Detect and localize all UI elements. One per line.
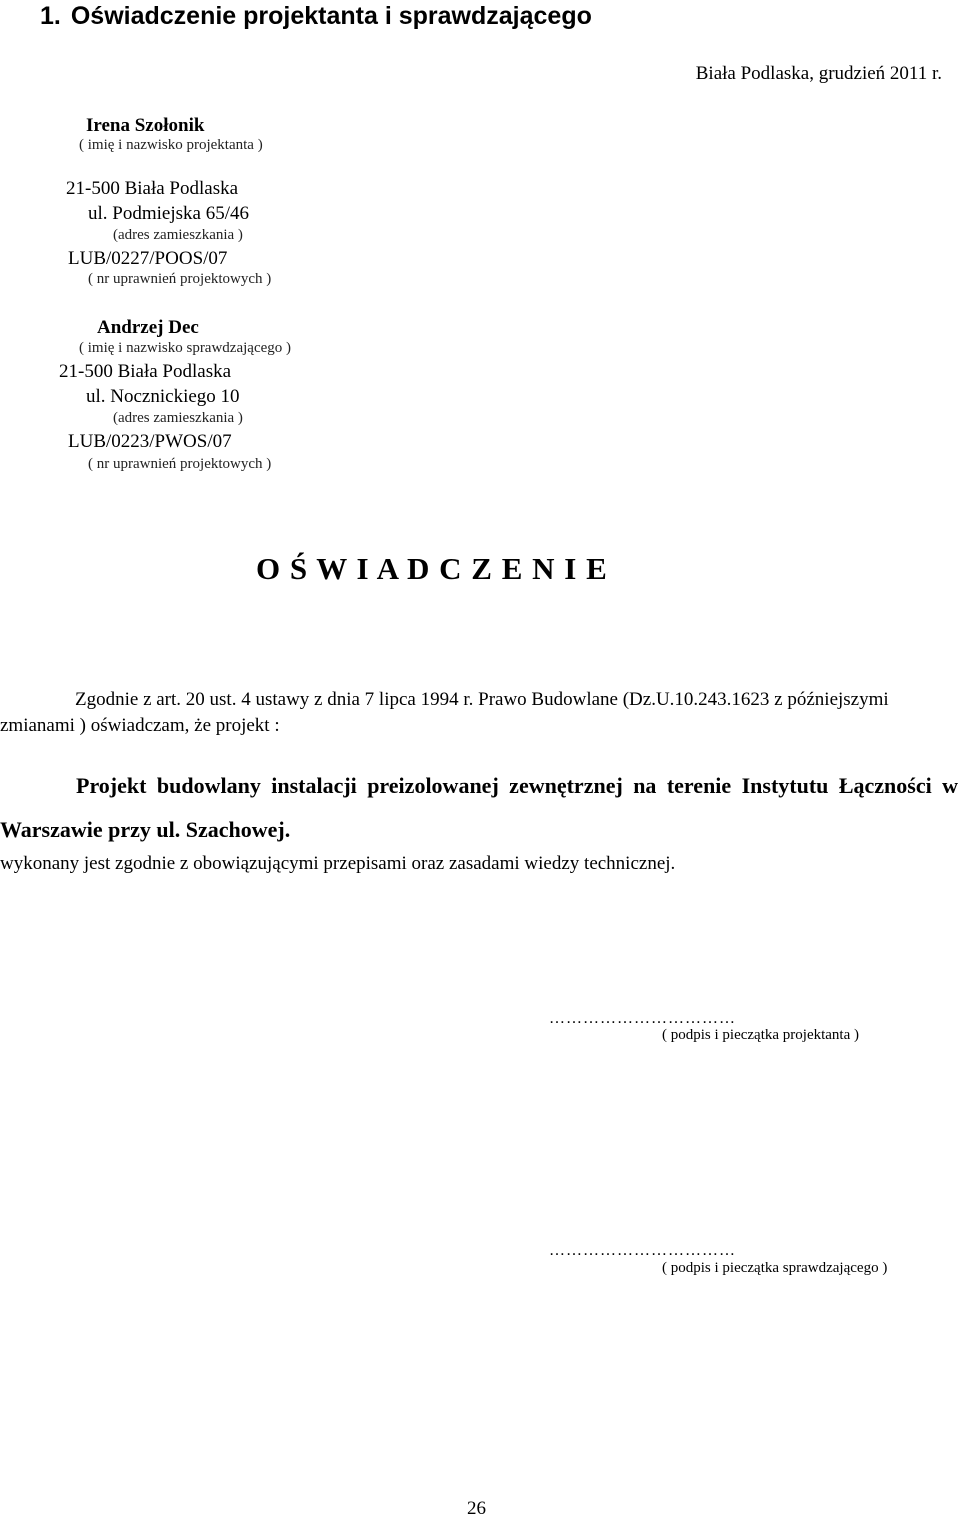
designer-address-line1: 21-500 Biała Podlaska [66,178,239,199]
page-number: 26 [467,1498,486,1519]
verifier-signature-caption: ( podpis i pieczątka sprawdzającego ) [662,1260,888,1276]
designer-address-caption: (adres zamieszkania ) [113,227,243,243]
designer-name: Irena Szołonik [86,115,205,136]
designer-license: LUB/0227/POOS/07 [68,248,228,269]
designer-license-caption: ( nr uprawnień projektowych ) [88,271,272,287]
verifier-address-caption: (adres zamieszkania ) [113,410,243,426]
verifier-license-caption: ( nr uprawnień projektowych ) [88,456,272,472]
verifier-address-line2: ul. Nocznickiego 10 [86,386,240,407]
verifier-license: LUB/0223/PWOS/07 [68,431,232,452]
compliance-statement: wykonany jest zgodnie z obowiązującymi przepisami oraz zasadami wiedzy technicznej. [0,853,676,874]
verifier-signature-line: …………………………… [549,1242,736,1259]
legal-basis-line1: Zgodnie z art. 20 ust. 4 ustawy z dnia 7 lipca 1994 r. Prawo Budowlane (Dz.U.10.243.1623 z późniejszymi [75,689,889,710]
designer-address-line2: ul. Podmiejska 65/46 [88,203,249,224]
designer-signature-caption: ( podpis i pieczątka projektanta ) [662,1027,860,1043]
project-name: Projekt budowlany instalacji preizolowanej zewnętrznej na terenie Instytutu Łączności w Warszawie przy ul. Szachowej. [0,773,958,842]
legal-basis-line2: zmianami ) oświadczam, że projekt : [0,715,280,736]
project-name-paragraph [0,764,958,852]
place-date: Biała Podlaska, grudzień 2011 r. [695,63,942,84]
section-title: Oświadczenie projektanta i sprawdzającego [70,2,592,30]
section-heading [40,4,592,29]
verifier-address-line1: 21-500 Biała Podlaska [59,361,232,382]
designer-signature-line: …………………………… [549,1010,736,1027]
designer-name-caption: ( imię i nazwisko projektanta ) [79,137,263,153]
verifier-name-caption: ( imię i nazwisko sprawdzającego ) [79,340,291,356]
verifier-name: Andrzej Dec [97,317,199,338]
section-number: 1. [40,2,61,30]
declaration-title: O Ś W I A D C Z E N I E [256,551,607,586]
